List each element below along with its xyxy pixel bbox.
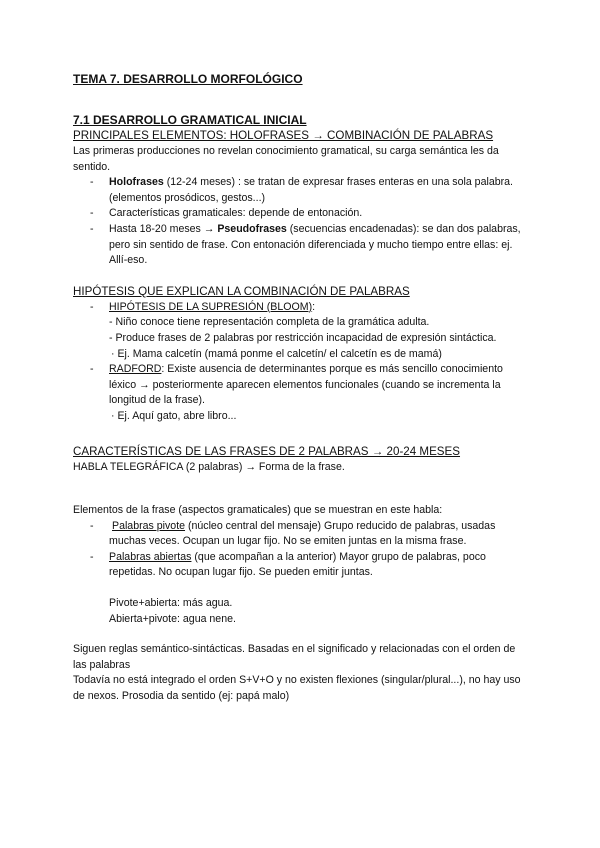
reglas-paragraph: Siguen reglas semántico-sintácticas. Basadas en el significado y relacionadas con el orden de las palabras	[73, 643, 516, 671]
pseudofrases-prefix: Hasta 18-20 meses →	[109, 222, 218, 235]
list-item-radford	[109, 362, 528, 424]
document-content	[73, 70, 528, 705]
bloom-line-2: - Produce frases de 2 palabras por restricción incapacidad de expresión sintáctica.	[109, 331, 497, 344]
holofrases-list	[73, 175, 528, 269]
section-heading-caracteristicas: CARACTERÍSTICAS DE LAS FRASES DE 2 PALABRAS → 20-24 MESES	[73, 444, 461, 458]
orden-paragraph: Todavía no está integrado el orden S+V+O y no existen flexiones (singular/plural...), no hay uso de nexos. Prosodia da sentido (ej: papá malo)	[73, 674, 521, 703]
example-abierta-pivote: Abierta+pivote: agua nene.	[109, 612, 236, 625]
examples-block	[73, 596, 528, 627]
bloom-example: · Ej. Mama calcetín (mamá ponme el calcetín/ el calcetín es de mamá)	[111, 347, 442, 360]
palabras-list	[73, 519, 528, 581]
list-item-holofrases	[109, 175, 528, 206]
bloom-label: HIPÓTESIS DE LA SUPRESIÓN (BLOOM)	[109, 300, 313, 313]
subheading-principales-elementos: PRINCIPALES ELEMENTOS: HOLOFRASES → COMBINACIÓN DE PALABRAS	[73, 129, 494, 142]
radford-example: · Ej. Aquí gato, abre libro...	[111, 409, 237, 422]
intro-paragraph: Las primeras producciones no revelan conocimiento gramatical, su carga semántica les da sentido.	[73, 145, 499, 173]
radford-text: : Existe ausencia de determinantes porque es más sencillo conocimiento léxico → posteriormente aparecen elementos funcionales (cuando se incrementa la longitud de la frase).	[109, 363, 503, 407]
pseudofrases-text: (secuencias encadenadas): se dan dos palabras, pero sin sentido de frase. Con entonación diferenciada y mucho tiempo entre ellas: ej. Allí-eso.	[109, 222, 521, 267]
abiertas-text: (que acompañan a la anterior) Mayor grupo de palabras, poco repetidas. No ocupan lugar fijo. Se pueden emitir juntas.	[109, 550, 486, 579]
pivote-label: Palabras pivote	[112, 519, 186, 532]
elementos-intro: Elementos de la frase (aspectos gramaticales) que se muestran en este habla:	[73, 504, 443, 517]
pivote-text: (núcleo central del mensaje) Grupo reducido de palabras, usadas muchas veces. Ocupan un lugar fijo. No se emiten juntas en la misma frase.	[109, 519, 496, 548]
list-item-caracteristicas	[109, 206, 528, 222]
list-item-abiertas	[109, 550, 528, 581]
bloom-line-1: - Niño conoce tiene representación completa de la gramática adulta.	[109, 316, 430, 329]
caracteristicas-text: Características gramaticales: depende de entonación.	[109, 207, 363, 220]
abiertas-label: Palabras abiertas	[109, 550, 192, 563]
term-holofrases: Holofrases	[109, 176, 164, 189]
section-heading-gramatical: 7.1 DESARROLLO GRAMATICAL INICIAL	[73, 113, 307, 127]
list-item-pseudofrases	[109, 222, 528, 269]
section-heading-hipotesis: HIPÓTESIS QUE EXPLICAN LA COMBINACIÓN DE PALABRAS	[73, 284, 410, 298]
habla-telegrafica-line: HABLA TELEGRÁFICA (2 palabras) → Forma de la frase.	[73, 460, 345, 473]
radford-label: RADFORD	[109, 363, 162, 376]
list-item-pivote	[109, 519, 528, 550]
term-pseudofrases: Pseudofrases	[217, 222, 287, 235]
list-item-bloom: - HIPÓTESIS DE LA SUPRESIÓN (BLOOM): - Niño conoce tiene representación completa de la gramática adulta. - Produce frases de 2 palabras por restricción incapacidad de expresión sintáctica. · Ej. Mama calcetín (mamá ponme el calcetín/ el calcetín es de mamá)	[109, 300, 528, 362]
example-pivote-abierta: Pivote+abierta: más agua.	[109, 597, 233, 610]
hipotesis-list	[73, 300, 528, 425]
holofrases-text: (12-24 meses) : se tratan de expresar frases enteras en una sola palabra. (elementos prosódicos, gestos...)	[109, 176, 513, 204]
document-title: TEMA 7. DESARROLLO MORFOLÓGICO	[73, 72, 303, 86]
